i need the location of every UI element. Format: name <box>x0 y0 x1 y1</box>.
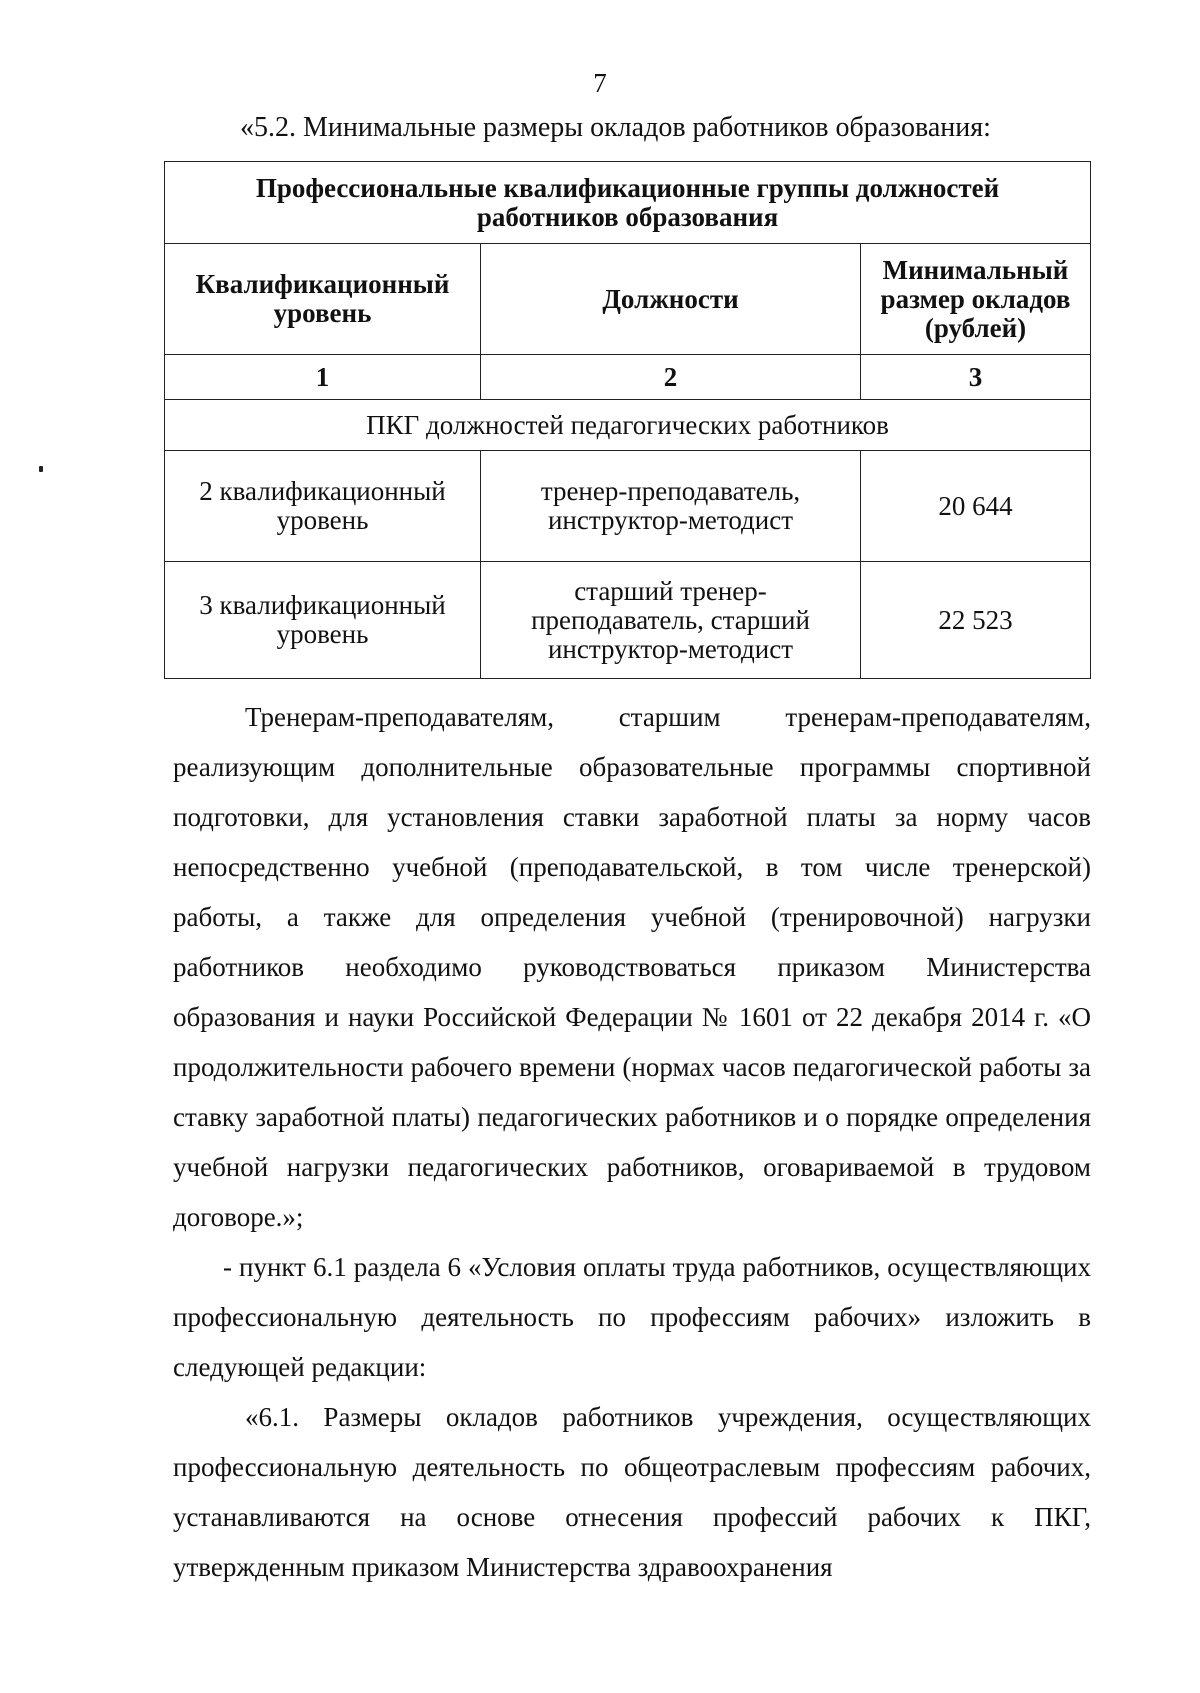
cell-positions: старший тренер-преподаватель, старший инструктор-методист <box>481 562 861 679</box>
paragraph: - пункт 6.1 раздела 6 «Условия оплаты труда работников, осуществляющих профессиональную деятельность по профессиям рабочих» изложить в следующей редакции: <box>173 1252 1091 1382</box>
cell-positions: тренер-преподаватель, инструктор-методист <box>481 451 861 562</box>
table-group-header-row <box>165 162 1091 244</box>
cell-level: 3 квалификационный уровень <box>165 562 481 679</box>
table-row <box>165 562 1091 679</box>
column-number: 1 <box>165 355 481 400</box>
table-column-header-row <box>165 244 1091 355</box>
cell-salary: 20 644 <box>861 451 1091 562</box>
column-header-salary: Минимальный размер окладов (рублей) <box>861 244 1091 355</box>
scan-speck <box>39 466 43 472</box>
column-header-positions: Должности <box>481 244 861 355</box>
table-group-title: Профессиональные квалификационные группы должностей работников образования <box>165 162 1091 244</box>
cell-salary: 22 523 <box>861 562 1091 679</box>
salary-table <box>164 161 1091 679</box>
column-number: 3 <box>861 355 1091 400</box>
table-column-number-row <box>165 355 1091 400</box>
column-number: 2 <box>481 355 861 400</box>
section-heading: «5.2. Минимальные размеры окладов работников образования: <box>240 112 991 143</box>
table-section-row <box>165 400 1091 451</box>
column-header-level: Квалификационный уровень <box>165 244 481 355</box>
table-row <box>165 451 1091 562</box>
paragraph: «6.1. Размеры окладов работников учреждения, осуществляющих профессиональную деятельность по общеотраслевым профессиям рабочих, устанавливаются на основе отнесения профессий рабочих к ПКГ, утвержденным приказом Министерства здравоохранения <box>173 1402 1091 1582</box>
paragraph: Тренерам-преподавателям, старшим тренерам-преподавателям, реализующим дополнительные образовательные программы спортивной подготовки, для установления ставки заработной платы за норму часов непосредственно учебной (преподавательской, в том числе тренерской) работы, а также для определения учебной (тренировочной) нагрузки работников необходимо руководствоваться приказом Министерства образования и науки Российской Федерации № 1601 от 22 декабря 2014 г. «О продолжительности рабочего времени (нормах часов педагогической работы за ставку заработной платы) педагогических работников и о порядке определения учебной нагрузки педагогических работников, оговариваемой в трудовом договоре.»; <box>173 702 1091 1232</box>
table-section-title: ПКГ должностей педагогических работников <box>165 400 1091 451</box>
cell-level: 2 квалификационный уровень <box>165 451 481 562</box>
page-number: 7 <box>593 68 607 98</box>
body-text <box>173 692 1091 1592</box>
